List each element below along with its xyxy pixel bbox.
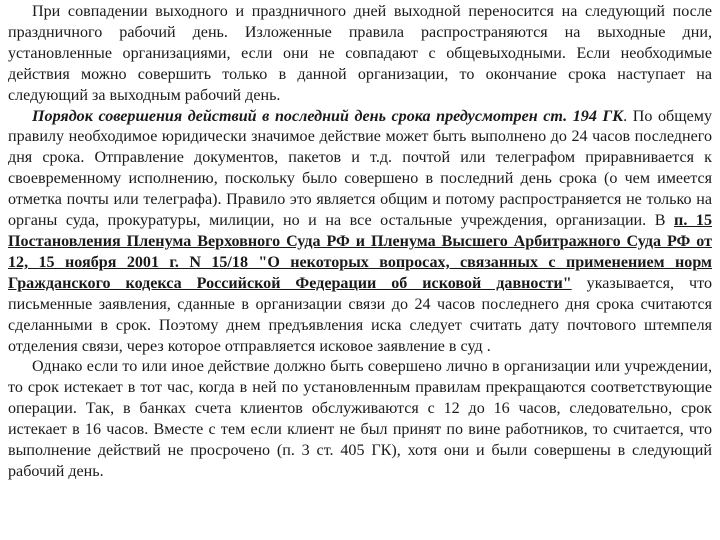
paragraph-text: . По общему правилу необходимое юридически значимое действие может быть выполнено до 24 часов последнего дня срока. Отправление документов, пакетов и т.д. почтой или телеграфом приравнивается к своевременному исполнению, поскольку было совершено в последний день срока (о чем имеется отметка почты или телеграфа). Правило это является общим и потому распространяется не только на органы суда, прокуратуры, милиции, но и на все остальные учреждения, организации. В [8,107,713,230]
resolution-link[interactable]: п. 15 Постановления Пленума Верховного Суда РФ и Пленума Высшего Арбитражного Суда РФ от 12, 15 ноября 2001 г. N 15/18 "О некоторых вопросах, связанных с применением норм Гражданского кодекса Российской Федерации об исковой давности" [8,212,712,292]
paragraph-text: указывается, что письменные заявления, сданные в организации связи до 24 часов последнего дня срока считаются сделанными в срок. Поэтому днем предъявления иска следует считать дату почтового штемпеля отделения связи, через которое отправляется исковое заявление в суд . [8,274,712,355]
article-194-heading: Порядок совершения действий в последний день срока предусмотрен ст. 194 ГК [32,107,624,125]
paragraph-last-day-procedure [8,107,712,358]
paragraph-weekend-rule: При совпадении выходного и праздничного дней выходной переносится на следующий после праздничного рабочий день. Изложенные правила распространяются на выходные дни, установленные организациями, если они не совпадают с общевыходными. Если необходимые действия можно совершить только в данной организации, то окончание срока наступает на следующий за выходным рабочий день. [8,3,712,104]
paragraph-personal-action: Однако если то или иное действие должно быть совершено лично в организации или учреждении, то срок истекает в тот час, когда в ней по установленным правилам прекращаются соответствующие операции. Так, в банках счета клиентов обслуживаются с 12 до 16 часов, следовательно, срок истекает в 16 часов. Вместе с тем если клиент не был принят по вине работников, то считается, что выполнение действий не просрочено (п. 3 ст. 405 ГК), хотя они и были совершены в следующий рабочий день. [8,358,712,480]
